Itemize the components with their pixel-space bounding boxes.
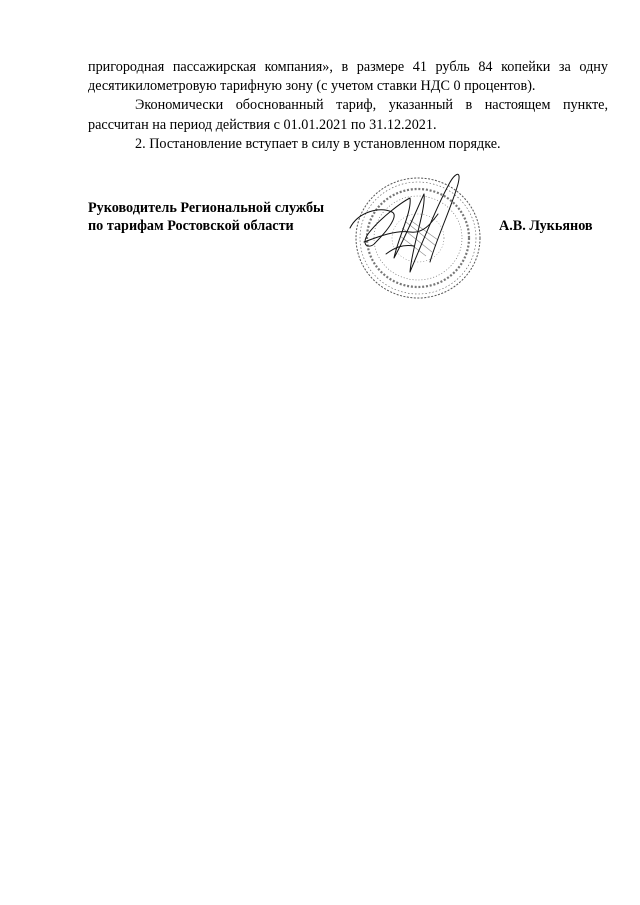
paragraph-economic-tariff [88,96,608,134]
text-line: 2. Постановление вступает в силу в установленном порядке. [135,135,501,152]
position-line: Руководитель Региональной службы [88,200,325,216]
text-line: Экономически обоснованный тариф, указанный в настоящем пункте, [135,97,608,114]
signatory-position [88,199,324,235]
text-line: десятикилометровую тарифную зону (с учетом ставки НДС 0 процентов). [88,78,536,95]
text-line: рассчитан на период действия с 01.01.2021 по 31.12.2021. [88,116,437,133]
official-seal-icon [340,162,490,302]
signatory-name: А.В. Лукьянов [499,218,593,234]
paragraph-effective [88,135,608,154]
document-body [88,58,608,154]
paragraph-tariff [88,58,608,96]
position-line: по тарифам Ростовской области [88,218,294,234]
text-line: пригородная пассажирская компания», в размере 41 рубль 84 копейки за одну [88,59,608,75]
